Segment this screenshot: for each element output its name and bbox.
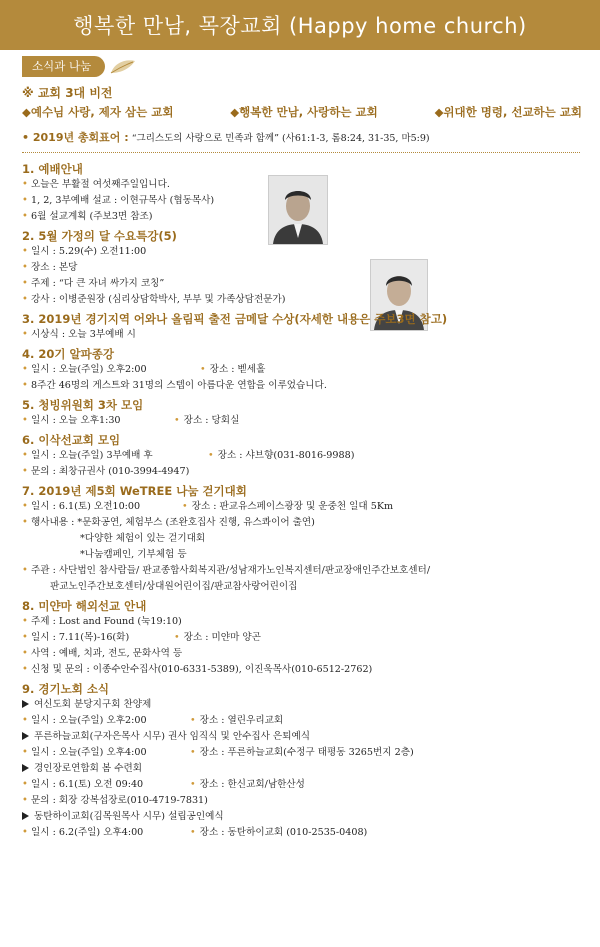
list-item: • 일시 : 5.29(수) 오전11:00 [22,244,582,260]
list-item: • 6월 설교계획 (주보3면 참조) [22,209,582,225]
item-date: 일시 : 오늘 오후1:30 [31,415,121,426]
section-tag-label: 소식과 나눔 [22,56,105,77]
item-place: • 장소 : 샤브향(031-8016-9988) [208,448,354,464]
news-section-worship [22,161,582,225]
list-item [22,362,582,378]
news-section-alpha [22,346,582,394]
list-item [22,825,582,841]
list-item: *다양한 체험이 있는 걷기대회 [80,533,206,544]
news-section-wetree [22,483,582,595]
news-list [22,158,582,841]
page-title: 행복한 만남, 목장교회 (Happy home church) [73,14,527,38]
item-date: 일시 : 오늘(주일) 오후2:00 [31,715,147,726]
section-title: 3. 2019년 경기지역 어와나 올림픽 출전 금메달 수상(자세한 내용은 주보3면 참고) [22,312,448,326]
vision-item: ◆행복한 만남, 사랑하는 교회 [230,105,378,119]
sub-heading [22,809,582,825]
sub-heading-text: 동탄하이교회(김목원목사 시무) 설립공인예식 [34,811,224,822]
list-item: • 신청 및 문의 : 이종수안수집사(010-6331-5389), 이진욱목사(010-6512-2762) [22,662,582,678]
news-section-isaac [22,432,582,480]
news-section-lecture [22,228,582,308]
item-date: 일시 : 6.1(토) 오전 09:40 [31,779,144,790]
item-place: • 장소 : 한신교회/남한산성 [190,777,305,793]
section-title: 1. 예배안내 [22,162,83,176]
section-title: 7. 2019년 제5회 WeTREE 나눔 걷기대회 [22,484,247,498]
item-date: 일시 : 오늘(주일) 오후2:00 [31,364,147,375]
item-date: 일시 : 오늘(주일) 오후4:00 [31,747,147,758]
list-item [22,745,582,761]
list-item: • 1, 2, 3부예배 설교 : 이현규목사 (협동목사) [22,193,582,209]
list-item: • 사역 : 예배, 치과, 전도, 문화사역 등 [22,646,582,662]
section-title: 8. 미얀마 해외선교 안내 [22,599,147,613]
sub-heading [22,761,582,777]
item-date: 일시 : 6.1(토) 오전10:00 [31,501,141,512]
news-section-awana [22,311,582,343]
section-title: 5. 청빙위원회 3차 모임 [22,398,144,412]
item-place: • 장소 : 열린우리교회 [190,713,283,729]
section-tag [22,56,137,77]
item-date: 일시 : 오늘(주일) 3부예배 후 [31,450,153,461]
triangle-arrow-icon [22,700,29,708]
vision-item: ◆위대한 명령, 선교하는 교회 [434,105,582,119]
news-section-presbytery [22,681,582,841]
item-place: • 장소 : 미얀마 양곤 [174,630,261,646]
list-item [22,630,582,646]
list-item: • 주제 : “다 큰 자녀 싸가지 코칭” [22,276,582,292]
list-item [22,413,582,429]
sub-heading [22,729,582,745]
section-title: 4. 20기 알파종강 [22,347,114,361]
list-item: • 시상식 : 오늘 3부예배 시 [22,327,582,343]
annual-motto [22,129,430,145]
motto-label: • 2019년 총회표어 : [22,131,129,144]
sub-heading-text: 경인장로연합회 봄 수련회 [34,763,143,774]
item-date: 일시 : 6.2(주일) 오후4:00 [31,827,144,838]
list-item: • 강사 : 이병준원장 (심리상담학박사, 부부 및 가족상담전문가) [22,292,582,308]
list-item: • 주관 : 사단법인 참사람들/ 판교종합사회복지관/성남재가노인복지센터/판교장애인주간보호센터/ [22,563,582,579]
item-place: • 장소 : 판교유스페이스광장 및 운중천 일대 5Km [182,499,393,515]
vision-item: ◆예수님 사랑, 제자 삼는 교회 [22,105,174,119]
list-item [22,777,582,793]
item-place: • 장소 : 벧세홀 [200,362,265,378]
sub-heading-text: 여신도회 분당지구회 찬양제 [34,699,152,710]
sub-heading-text: 푸른하늘교회(구자은목사 시무) 권사 임직식 및 안수집사 은퇴예식 [34,731,311,742]
list-item [22,448,582,464]
section-title: 2. 5월 가정의 달 수요특강(5) [22,229,177,243]
list-item: 판교노인주간보호센터/상대원어린이집/판교참사랑어린이집 [50,581,298,592]
list-item: • 주제 : Lost and Found (눅19:10) [22,614,582,630]
list-item: • 오늘은 부활절 여섯째주일입니다. [22,177,582,193]
dotted-divider [22,152,580,153]
item-place: • 장소 : 동탄하이교회 (010-2535-0408) [190,825,367,841]
list-item: • 문의 : 최창규권사 (010-3994-4947) [22,464,582,480]
list-item [22,713,582,729]
vision-list [22,104,582,120]
list-item: • 문의 : 회장 강복섭장로(010-4719-7831) [22,793,582,809]
triangle-arrow-icon [22,764,29,772]
news-section-myanmar [22,598,582,678]
news-section-committee [22,397,582,429]
list-item: • 행사내용 : *문화공연, 체험부스 (조완호집사 진행, 유스콰이어 출연) [22,515,582,531]
vision-title: ※ 교회 3대 비전 [22,86,113,100]
list-item: • 8주간 46명의 게스트와 31명의 스텝이 아름다운 연합을 이루었습니다. [22,378,582,394]
section-title: 6. 이삭선교회 모임 [22,433,121,447]
leaf-icon [109,59,137,75]
motto-text: “그리스도의 사랑으로 민족과 함께” (사61:1-3, 롬8:24, 31-35, 마5:9) [131,133,430,144]
header-banner [0,0,600,50]
item-place: • 장소 : 푸른하늘교회(수정구 태평동 3265번지 2층) [190,745,414,761]
sub-heading [22,697,582,713]
item-date: 일시 : 7.11(목)-16(화) [31,632,130,643]
list-item: • 장소 : 본당 [22,260,582,276]
triangle-arrow-icon [22,732,29,740]
item-place: • 장소 : 당회실 [174,413,239,429]
section-title: 9. 경기노회 소식 [22,682,110,696]
list-item [22,499,582,515]
list-item: *나눔캠페인, 기부체험 등 [80,549,187,560]
triangle-arrow-icon [22,812,29,820]
